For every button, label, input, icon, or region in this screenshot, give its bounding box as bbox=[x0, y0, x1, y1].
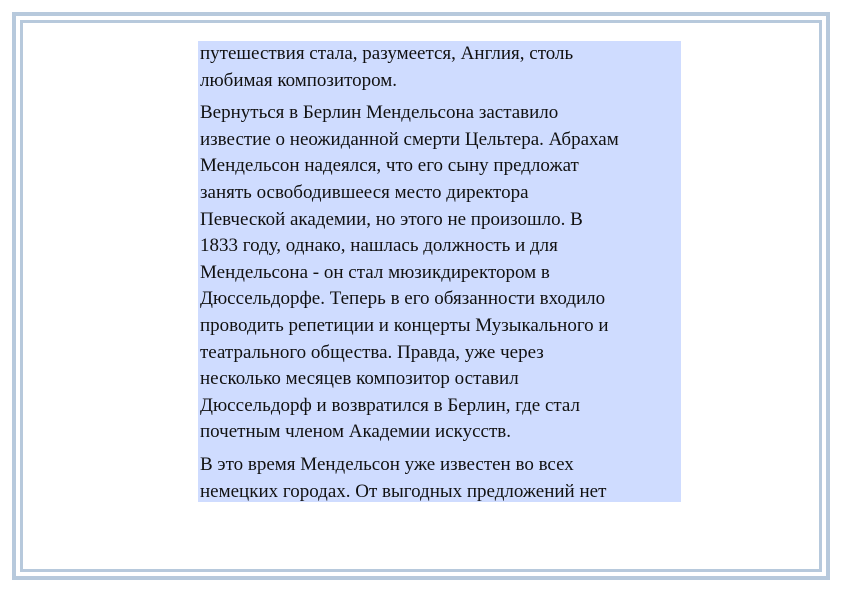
paragraph-1: путешествия стала, разумеется, Англия, столь любимая композитором. bbox=[200, 43, 574, 91]
paragraph-3: В это время Мендельсон уже известен во всех немецких городах. От выгодных предложений нет bbox=[200, 453, 607, 502]
text-block bbox=[198, 41, 681, 502]
paragraph-2: Вернуться в Берлин Мендельсона заставило известие о неожиданной смерти Цельтера. Абрахам Мендельсон надеялся, что его сыну предложат занять освободившееся место директора Певческой академии, но этого не произошло. В 1833 году, однако, нашлась должность и для Мендельсона - он стал мюзикдиректором в Дюссельдорфе. Теперь в его обязанности входило проводить репетиции и концерты Музыкального и театрального общества. Правда, уже через несколько месяцев композитор оставил Дюссельдорф и возвратился в Берлин, где стал почетным членом Академии искусств. bbox=[200, 102, 619, 443]
